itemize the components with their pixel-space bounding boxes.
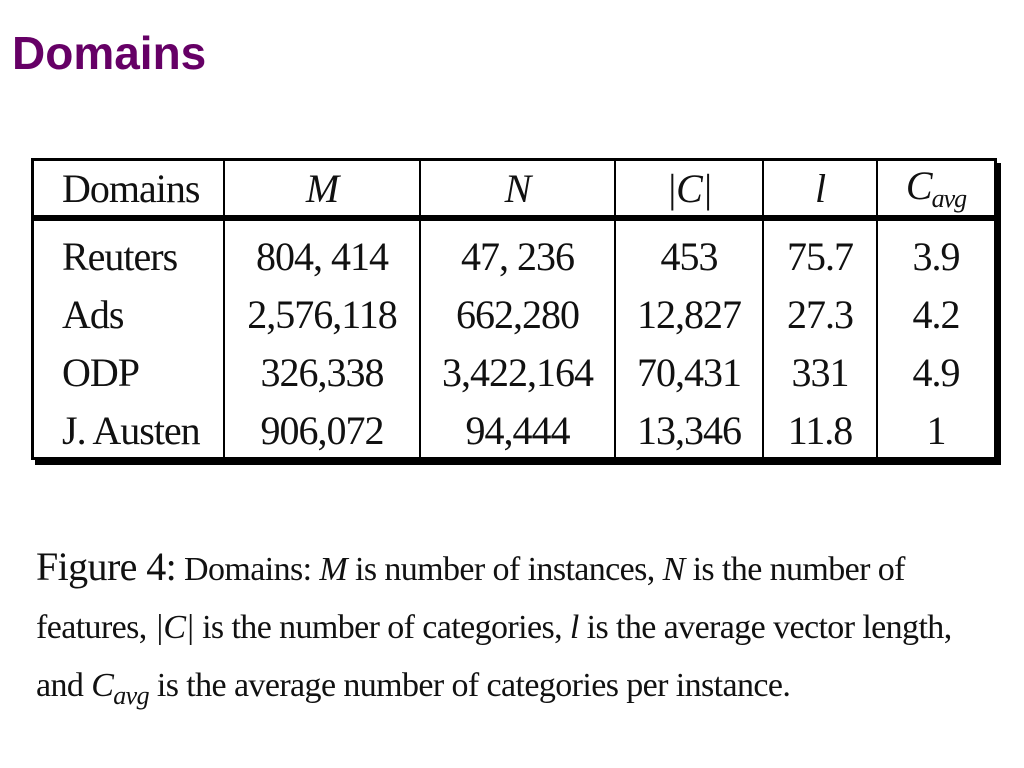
cell-domain: ODP [62,349,140,395]
caption-text: is the number of categories, [194,609,570,646]
table-row [34,218,994,285]
header-c: |C| [615,161,763,218]
slide-title: Domains [12,27,207,79]
caption-text: is number of instances, [347,551,663,588]
table-row [34,401,994,459]
header-m: M [224,161,420,218]
cell-m: 804, 414 [224,218,420,285]
cell-l: 27.3 [763,285,877,343]
caption-symbol-m: M [319,551,348,588]
table-row [34,285,994,343]
header-n: N [420,161,615,218]
cell-cavg: 4.9 [877,343,994,401]
table-row [34,343,994,401]
table-header-row [34,161,994,218]
cell-n: 94,444 [420,401,615,459]
cell-cavg: 4.2 [877,285,994,343]
cell-c: 453 [615,218,763,285]
caption-symbol-c: |C| [154,609,195,646]
cell-l: 75.7 [763,218,877,285]
cell-m: 2,576,118 [224,285,420,343]
cell-n: 3,422,164 [420,343,615,401]
caption-symbol-l: l [569,609,579,646]
cell-m: 906,072 [224,401,420,459]
caption-lead: Figure 4: [36,544,177,589]
domains-table [34,161,994,459]
caption-symbol-n: N [662,551,685,588]
cell-c: 70,431 [615,343,763,401]
cell-domain: J. Austen [62,407,200,453]
cell-m: 326,338 [224,343,420,401]
caption-text: is the number of features, [36,551,905,646]
header-domains: Domains [34,161,224,218]
cell-l: 331 [763,343,877,401]
cell-l: 11.8 [763,401,877,459]
header-cavg-base: C [905,163,932,208]
header-cavg-sub: avg [931,184,967,213]
caption-text: Domains: [176,551,320,588]
header-l: l [763,161,877,218]
caption-symbol-cavg: C [91,667,114,704]
cell-n: 47, 236 [420,218,615,285]
cell-domain: Ads [62,291,124,337]
cell-cavg: 3.9 [877,218,994,285]
cell-c: 12,827 [615,285,763,343]
figure-caption [36,538,996,725]
cell-n: 662,280 [420,285,615,343]
cell-cavg: 1 [877,401,994,459]
cell-c: 13,346 [615,401,763,459]
caption-text: is the average number of categories per instance. [149,667,791,704]
table-container [31,158,998,463]
cell-domain: Reuters [62,233,178,279]
caption-symbol-cavg-sub: avg [113,681,150,710]
header-cavg [877,161,994,218]
caption-text: is the average vector length, and [36,609,952,704]
table-frame [31,158,997,460]
